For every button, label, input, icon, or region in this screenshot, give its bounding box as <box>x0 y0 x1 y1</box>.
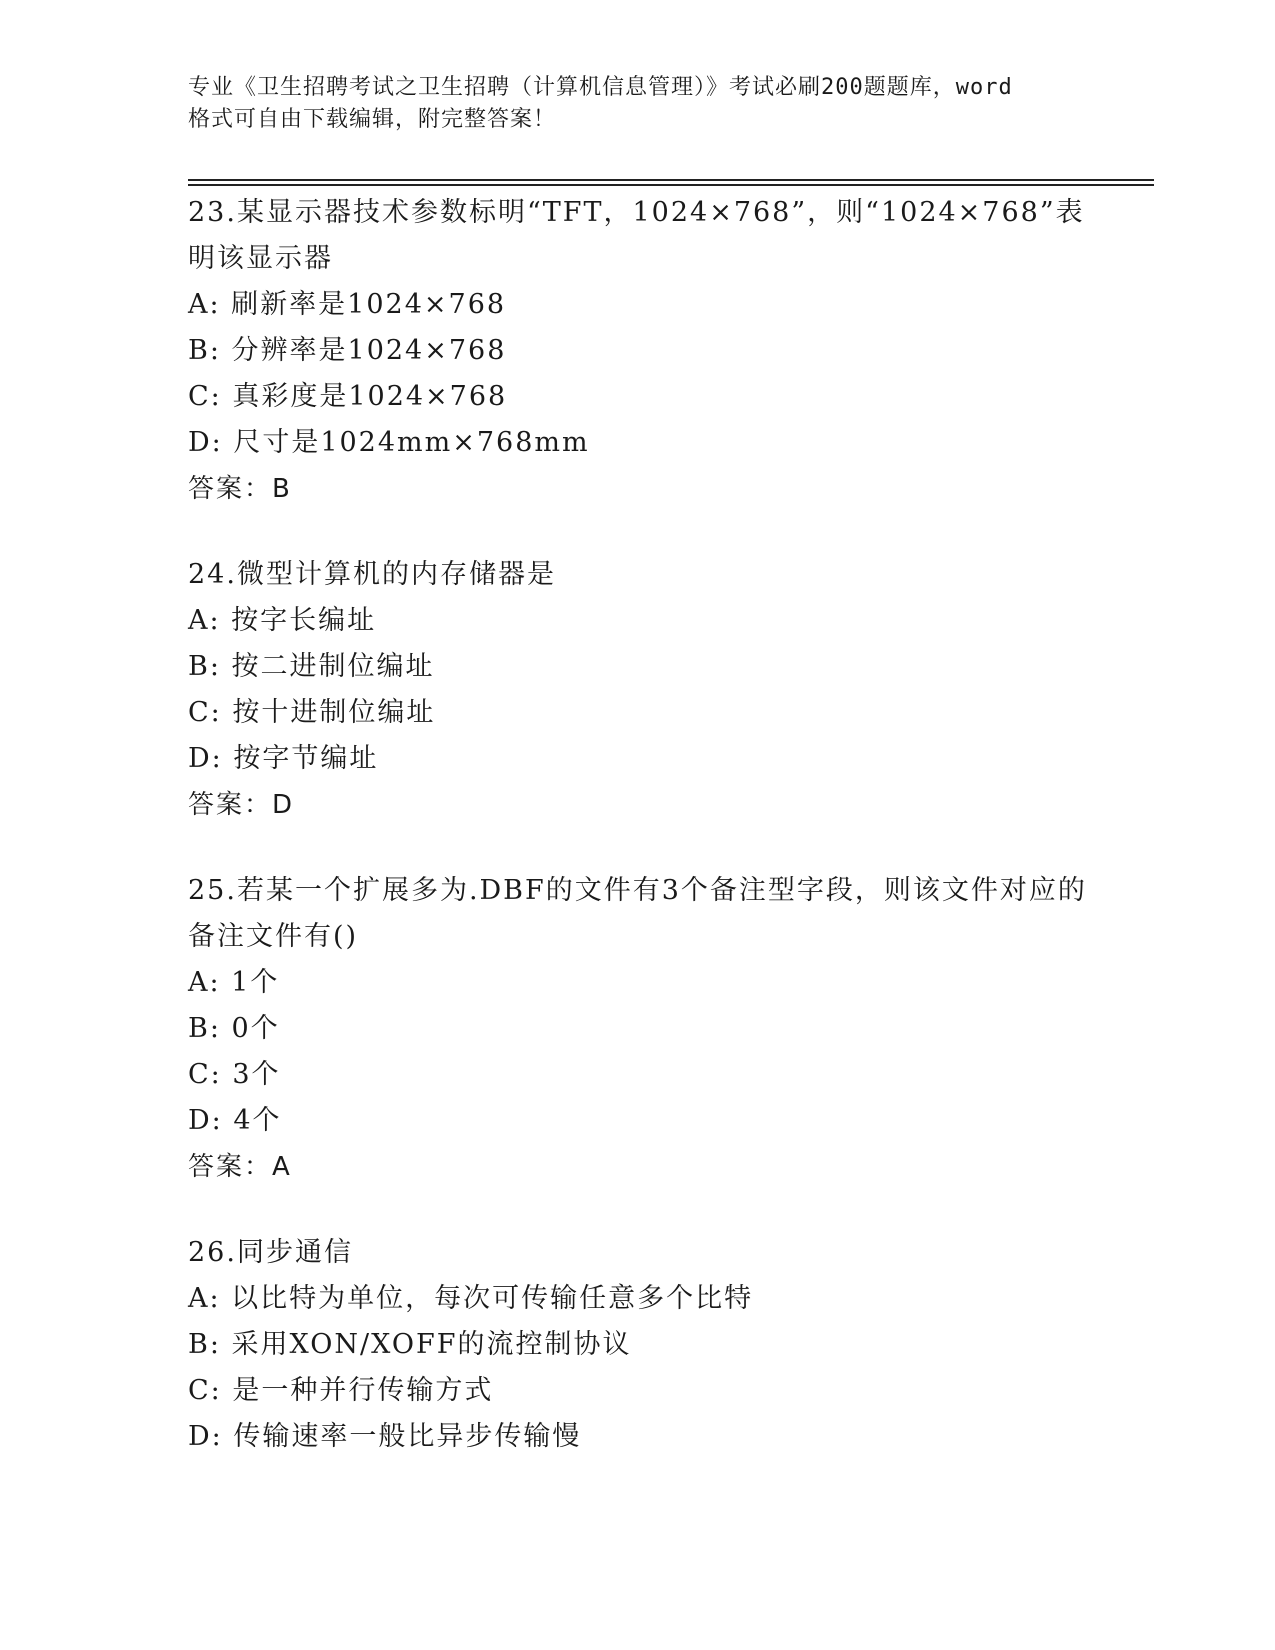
option-d: D: 传输速率一般比异步传输慢 <box>188 1421 582 1452</box>
question-stem <box>188 1230 1088 1276</box>
option-c: C: 真彩度是1024×768 <box>188 381 508 412</box>
header-divider-top <box>188 179 1154 181</box>
document-header <box>188 72 1088 136</box>
question-stem <box>188 552 1088 598</box>
question-stem-line: 25.若某一个扩展多为.DBF的文件有3个备注型字段，则该文件对应的 <box>188 875 1087 906</box>
option-c: C: 3个 <box>188 1059 281 1090</box>
question-stem <box>188 868 1088 960</box>
question-24 <box>188 552 1088 828</box>
answer-line: 答案：D <box>188 790 295 820</box>
question-stem-line: 明该显示器 <box>188 243 333 274</box>
option-c: C: 是一种并行传输方式 <box>188 1375 494 1406</box>
question-stem-line: 备注文件有() <box>188 921 359 952</box>
option-b: B: 0个 <box>188 1013 280 1044</box>
question-list <box>188 190 1088 1500</box>
answer-line: 答案：B <box>188 474 292 504</box>
option-a: A: 刷新率是1024×768 <box>188 289 507 320</box>
question-23 <box>188 190 1088 512</box>
question-stem <box>188 190 1088 282</box>
option-a: A: 按字长编址 <box>188 605 377 636</box>
question-stem-line: 26.同步通信 <box>188 1237 353 1268</box>
header-divider-bottom <box>188 184 1154 186</box>
question-stem-line: 23.某显示器技术参数标明“TFT，1024×768”，则“1024×768”表 <box>188 197 1085 228</box>
answer-line: 答案：A <box>188 1152 292 1182</box>
option-b: B: 采用XON/XOFF的流控制协议 <box>188 1329 632 1360</box>
option-c: C: 按十进制位编址 <box>188 697 436 728</box>
question-26 <box>188 1230 1088 1460</box>
header-line-2: 格式可自由下载编辑，附完整答案！ <box>188 107 557 132</box>
question-stem-line: 24.微型计算机的内存储器是 <box>188 559 556 590</box>
option-b: B: 按二进制位编址 <box>188 651 435 682</box>
option-d: D: 4个 <box>188 1105 282 1136</box>
header-line-1: 专业《卫生招聘考试之卫生招聘（计算机信息管理）》考试必刷200题题库，word <box>188 75 1013 100</box>
option-d: D: 按字节编址 <box>188 743 379 774</box>
question-25 <box>188 868 1088 1190</box>
option-a: A: 1个 <box>188 967 280 998</box>
option-a: A: 以比特为单位，每次可传输任意多个比特 <box>188 1283 754 1314</box>
option-b: B: 分辨率是1024×768 <box>188 335 507 366</box>
option-d: D: 尺寸是1024mm×768mm <box>188 427 590 458</box>
